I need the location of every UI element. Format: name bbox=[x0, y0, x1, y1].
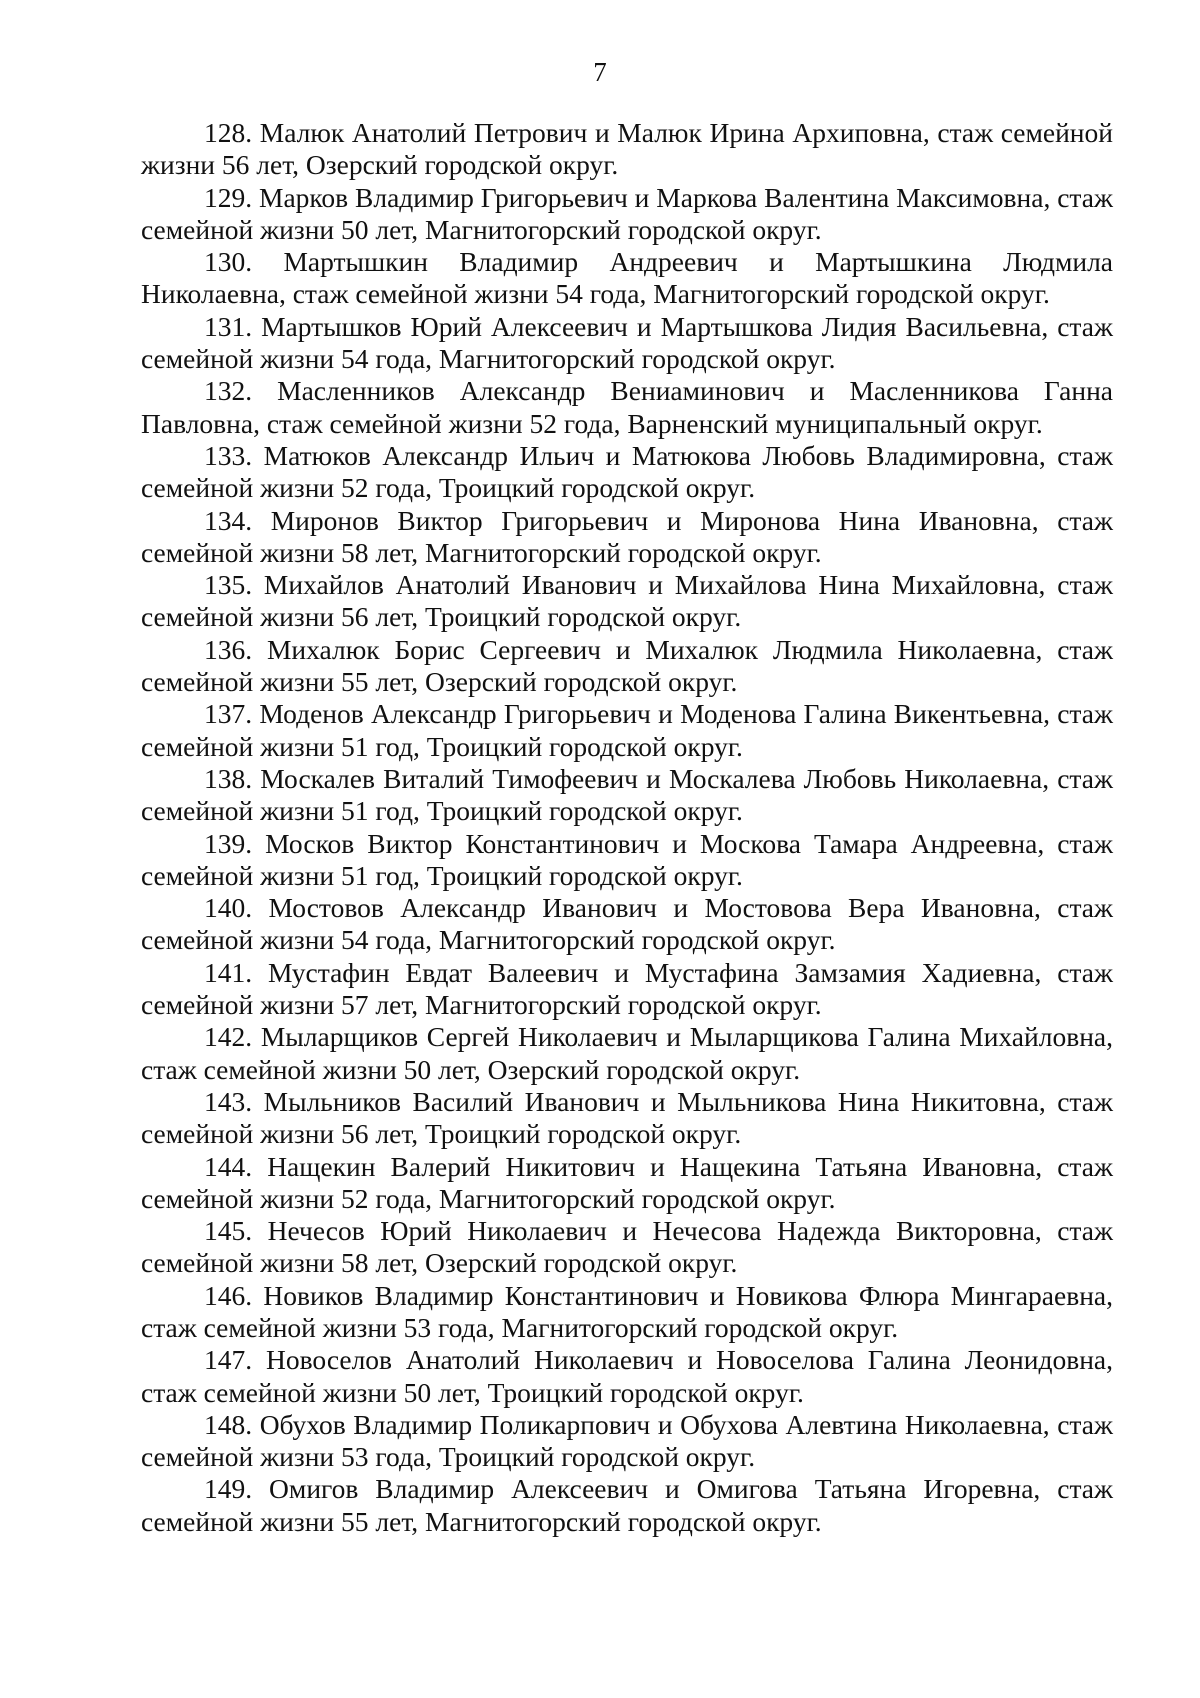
list-item-139: 139. Москов Виктор Константинович и Москова Тамара Андреевна, стаж семейной жизни 51 год, Троицкий городской округ. bbox=[141, 827, 1113, 891]
list-item-147: 147. Новоселов Анатолий Николаевич и Новоселова Галина Леонидовна, стаж семейной жизни 50 лет, Троицкий городской округ. bbox=[141, 1344, 1113, 1408]
list-item-129: 129. Марков Владимир Григорьевич и Маркова Валентина Максимовна, стаж семейной жизни 50 лет, Магнитогорский городской округ. bbox=[141, 181, 1113, 245]
list-item-135: 135. Михайлов Анатолий Иванович и Михайлова Нина Михайловна, стаж семейной жизни 56 лет, Троицкий городской округ. bbox=[141, 569, 1113, 633]
list-item-128: 128. Малюк Анатолий Петрович и Малюк Ирина Архиповна, стаж семейной жизни 56 лет, Озерский городской округ. bbox=[141, 117, 1113, 181]
list-item-141: 141. Мустафин Евдат Валеевич и Мустафина Замзамия Хадиевна, стаж семейной жизни 57 лет, Магнитогорский городской округ. bbox=[141, 956, 1113, 1021]
list-item-134: 134. Миронов Виктор Григорьевич и Миронова Нина Ивановна, стаж семейной жизни 58 лет, Магнитогорский городской округ. bbox=[141, 504, 1113, 568]
list-item-131: 131. Мартышков Юрий Алексеевич и Мартышкова Лидия Васильевна, стаж семейной жизни 54 года, Магнитогорский городской округ. bbox=[141, 310, 1113, 375]
list-item-145: 145. Нечесов Юрий Николаевич и Нечесова Надежда Викторовна, стаж семейной жизни 58 лет, Озерский городской округ. bbox=[141, 1215, 1113, 1279]
list-item-146: 146. Новиков Владимир Константинович и Новикова Флюра Мингараевна, стаж семейной жизни 53 года, Магнитогорский городской округ. bbox=[141, 1279, 1113, 1343]
list-item-144: 144. Нащекин Валерий Никитович и Нащекина Татьяна Ивановна, стаж семейной жизни 52 года, Магнитогорский городской округ. bbox=[141, 1150, 1113, 1214]
list-item-130: 130. Мартышкин Владимир Андреевич и Мартышкина Людмила Николаевна, стаж семейной жизни 54 года, Магнитогорский городской округ. bbox=[141, 246, 1113, 310]
page-number: 7 bbox=[593, 57, 607, 87]
list-item-149: 149. Омигов Владимир Алексеевич и Омигова Татьяна Игоревна, стаж семейной жизни 55 лет, Магнитогорский городской округ. bbox=[141, 1473, 1113, 1537]
list-item-137: 137. Моденов Александр Григорьевич и Моденова Галина Викентьевна, стаж семейной жизни 51 год, Троицкий городской округ. bbox=[141, 698, 1113, 762]
list-item-143: 143. Мыльников Василий Иванович и Мыльникова Нина Никитовна, стаж семейной жизни 56 лет, Троицкий городской округ. bbox=[141, 1085, 1113, 1150]
list-item-140: 140. Мостовов Александр Иванович и Мостовова Вера Ивановна, стаж семейной жизни 54 года, Магнитогорский городской округ. bbox=[141, 892, 1113, 956]
entry-list bbox=[141, 117, 1113, 1538]
list-item-138: 138. Москалев Виталий Тимофеевич и Москалева Любовь Николаевна, стаж семейной жизни 51 год, Троицкий городской округ. bbox=[141, 762, 1113, 827]
list-item-136: 136. Михалюк Борис Сергеевич и Михалюк Людмила Николаевна, стаж семейной жизни 55 лет, Озерский городской округ. bbox=[141, 633, 1113, 698]
list-item-133: 133. Матюков Александр Ильич и Матюкова Любовь Владимировна, стаж семейной жизни 52 года, Троицкий городской округ. bbox=[141, 439, 1113, 504]
list-item-148: 148. Обухов Владимир Поликарпович и Обухова Алевтина Николаевна, стаж семейной жизни 53 года, Троицкий городской округ. bbox=[141, 1408, 1113, 1473]
list-item-142: 142. Мыларщиков Сергей Николаевич и Мыларщикова Галина Михайловна, стаж семейной жизни 50 лет, Озерский городской округ. bbox=[141, 1021, 1113, 1085]
list-item-132: 132. Масленников Александр Вениаминович и Масленникова Ганна Павловна, стаж семейной жизни 52 года, Варненский муниципальный округ. bbox=[141, 375, 1113, 439]
